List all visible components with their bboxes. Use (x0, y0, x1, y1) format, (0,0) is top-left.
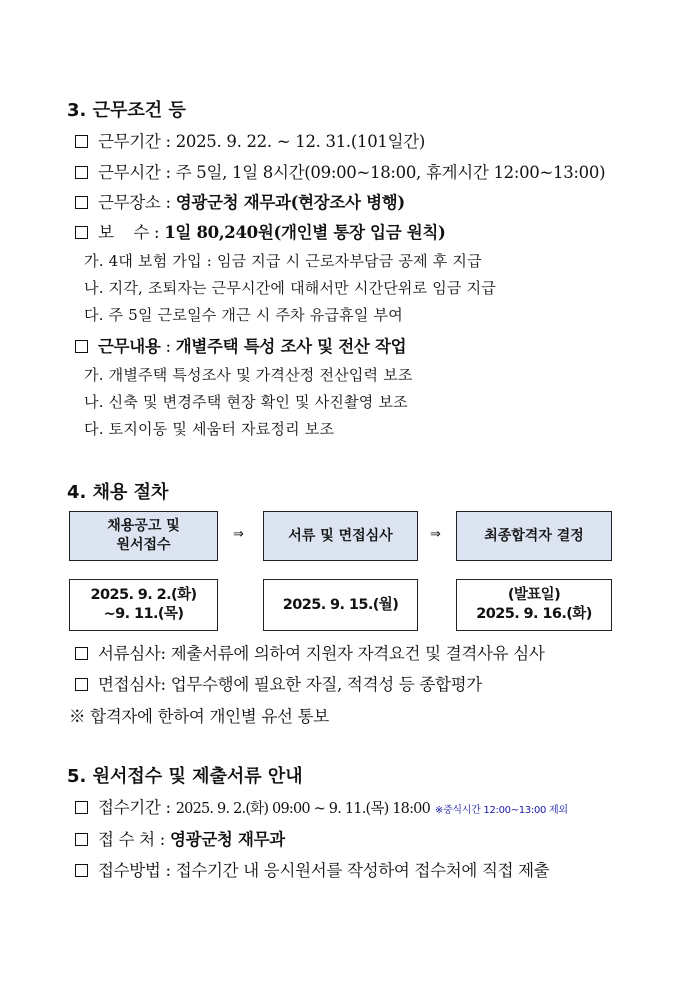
submit-period-line: 접수기간 : 2025. 9. 2.(화) 09:00 ~ 9. 11.(목) 18:00 ※중식시간 12:00~13:00 제외 (75, 794, 568, 818)
checkbox-square-icon (75, 196, 88, 209)
pay-item-1: 가. 4대 보험 가입 : 임금 지급 시 근로자부담금 공제 후 지급 (84, 252, 482, 270)
duty-label: 근무내용 (98, 337, 161, 356)
date-1-line-1: 2025. 9. 2.(화) (90, 587, 197, 603)
notice-text: ※ 합격자에 한하여 개인별 유선 통보 (69, 707, 329, 726)
work-place-line: 근무장소 : 영광군청 재무과(현장조사 병행) (75, 189, 405, 213)
step-box-review (263, 511, 418, 561)
date-box-application (69, 579, 218, 631)
step-2-label: 서류 및 면접심사 (288, 527, 393, 544)
step-box-final (456, 511, 612, 561)
submit-method-line: 접수방법 : 접수기간 내 응시원서를 작성하여 접수처에 직접 제출 (75, 857, 549, 881)
submit-period-value: 2025. 9. 2.(화) 09:00 ~ 9. 11.(목) 18:00 (175, 801, 431, 817)
right-double-arrow-icon: ⇒ (233, 527, 244, 542)
checkbox-square-icon (75, 647, 88, 660)
work-hours-label: 근무시간 (98, 163, 161, 182)
checkbox-square-icon (75, 166, 88, 179)
step-box-application (69, 511, 218, 561)
work-period-label: 근무기간 (98, 132, 161, 151)
doc-review-text: 서류심사: 제출서류에 의하여 지원자 자격요건 및 결격사유 심사 (98, 644, 545, 663)
duty-line: 근무내용 : 개별주택 특성 조사 및 전산 작업 (75, 333, 406, 357)
section-5-heading: 5. 원서접수 및 제출서류 안내 (67, 766, 303, 787)
lunch-note: ※중식시간 12:00~13:00 제외 (434, 805, 568, 816)
pay-item-3: 다. 주 5일 근로일수 개근 시 주차 유급휴일 부여 (84, 306, 403, 324)
pay-item-2: 나. 지각, 조퇴자는 근무시간에 대해서만 시간단위로 임금 지급 (84, 279, 496, 297)
submit-period-label: 접수기간 (98, 798, 161, 817)
checkbox-square-icon (75, 864, 88, 877)
duty-item-2: 나. 신축 및 변경주택 현장 확인 및 사진촬영 보조 (84, 393, 408, 411)
work-hours-value: 주 5일, 1일 8시간(09:00~18:00, 휴게시간 12:00~13:00) (175, 163, 606, 182)
work-place-label: 근무장소 (98, 193, 161, 212)
pay-line: 보 수 : 1일 80,240원(개인별 통장 입금 원칙) (75, 219, 446, 243)
date-2-label: 2025. 9. 15.(월) (282, 596, 399, 613)
submit-method-label: 접수방법 (98, 861, 161, 880)
doc-review-line (75, 640, 545, 664)
work-hours-line: 근무시간 : 주 5일, 1일 8시간(09:00~18:00, 휴게시간 12:00~13:00) (75, 159, 605, 183)
interview-line (75, 671, 482, 695)
submit-office-label: 접 수 처 (98, 830, 155, 849)
work-period-line: 근무기간 : 2025. 9. 22. ~ 12. 31.(101일간) (75, 128, 425, 152)
section-4-heading: 4. 채용 절차 (67, 482, 169, 503)
date-3-line-1: (발표일) (507, 587, 561, 603)
date-box-final (456, 579, 612, 631)
pay-label: 보 수 (98, 223, 150, 242)
duty-value: 개별주택 특성 조사 및 전산 작업 (175, 337, 407, 356)
checkbox-square-icon (75, 801, 88, 814)
checkbox-square-icon (75, 135, 88, 148)
step-1-line-2: 원서접수 (116, 537, 171, 553)
date-box-review (263, 579, 418, 631)
step-3-label: 최종합격자 결정 (484, 527, 584, 544)
section-3-heading: 3. 근무조건 등 (67, 100, 186, 121)
interview-text: 면접심사: 업무수행에 필요한 자질, 적격성 등 종합평가 (98, 675, 482, 694)
date-3-line-2: 2025. 9. 16.(화) (476, 606, 592, 622)
checkbox-square-icon (75, 678, 88, 691)
date-1-line-2: ~9. 11.(목) (103, 606, 184, 622)
right-double-arrow-icon: ⇒ (430, 527, 441, 542)
submit-office-line: 접 수 처 : 영광군청 재무과 (75, 826, 285, 850)
checkbox-square-icon (75, 833, 88, 846)
checkbox-square-icon (75, 340, 88, 353)
pay-value: 1일 80,240원(개인별 통장 입금 원칙) (164, 223, 446, 242)
step-1-line-1: 채용공고 및 (107, 518, 180, 534)
work-place-value: 영광군청 재무과(현장조사 병행) (175, 193, 405, 212)
submit-method-value: 접수기간 내 응시원서를 작성하여 접수처에 직접 제출 (175, 861, 550, 880)
work-period-value: 2025. 9. 22. ~ 12. 31.(101일간) (175, 132, 426, 151)
duty-item-3: 다. 토지이동 및 세움터 자료정리 보조 (84, 420, 335, 438)
submit-office-value: 영광군청 재무과 (169, 830, 285, 849)
duty-item-1: 가. 개별주택 특성조사 및 가격산정 전산입력 보조 (84, 366, 413, 384)
checkbox-square-icon (75, 226, 88, 239)
